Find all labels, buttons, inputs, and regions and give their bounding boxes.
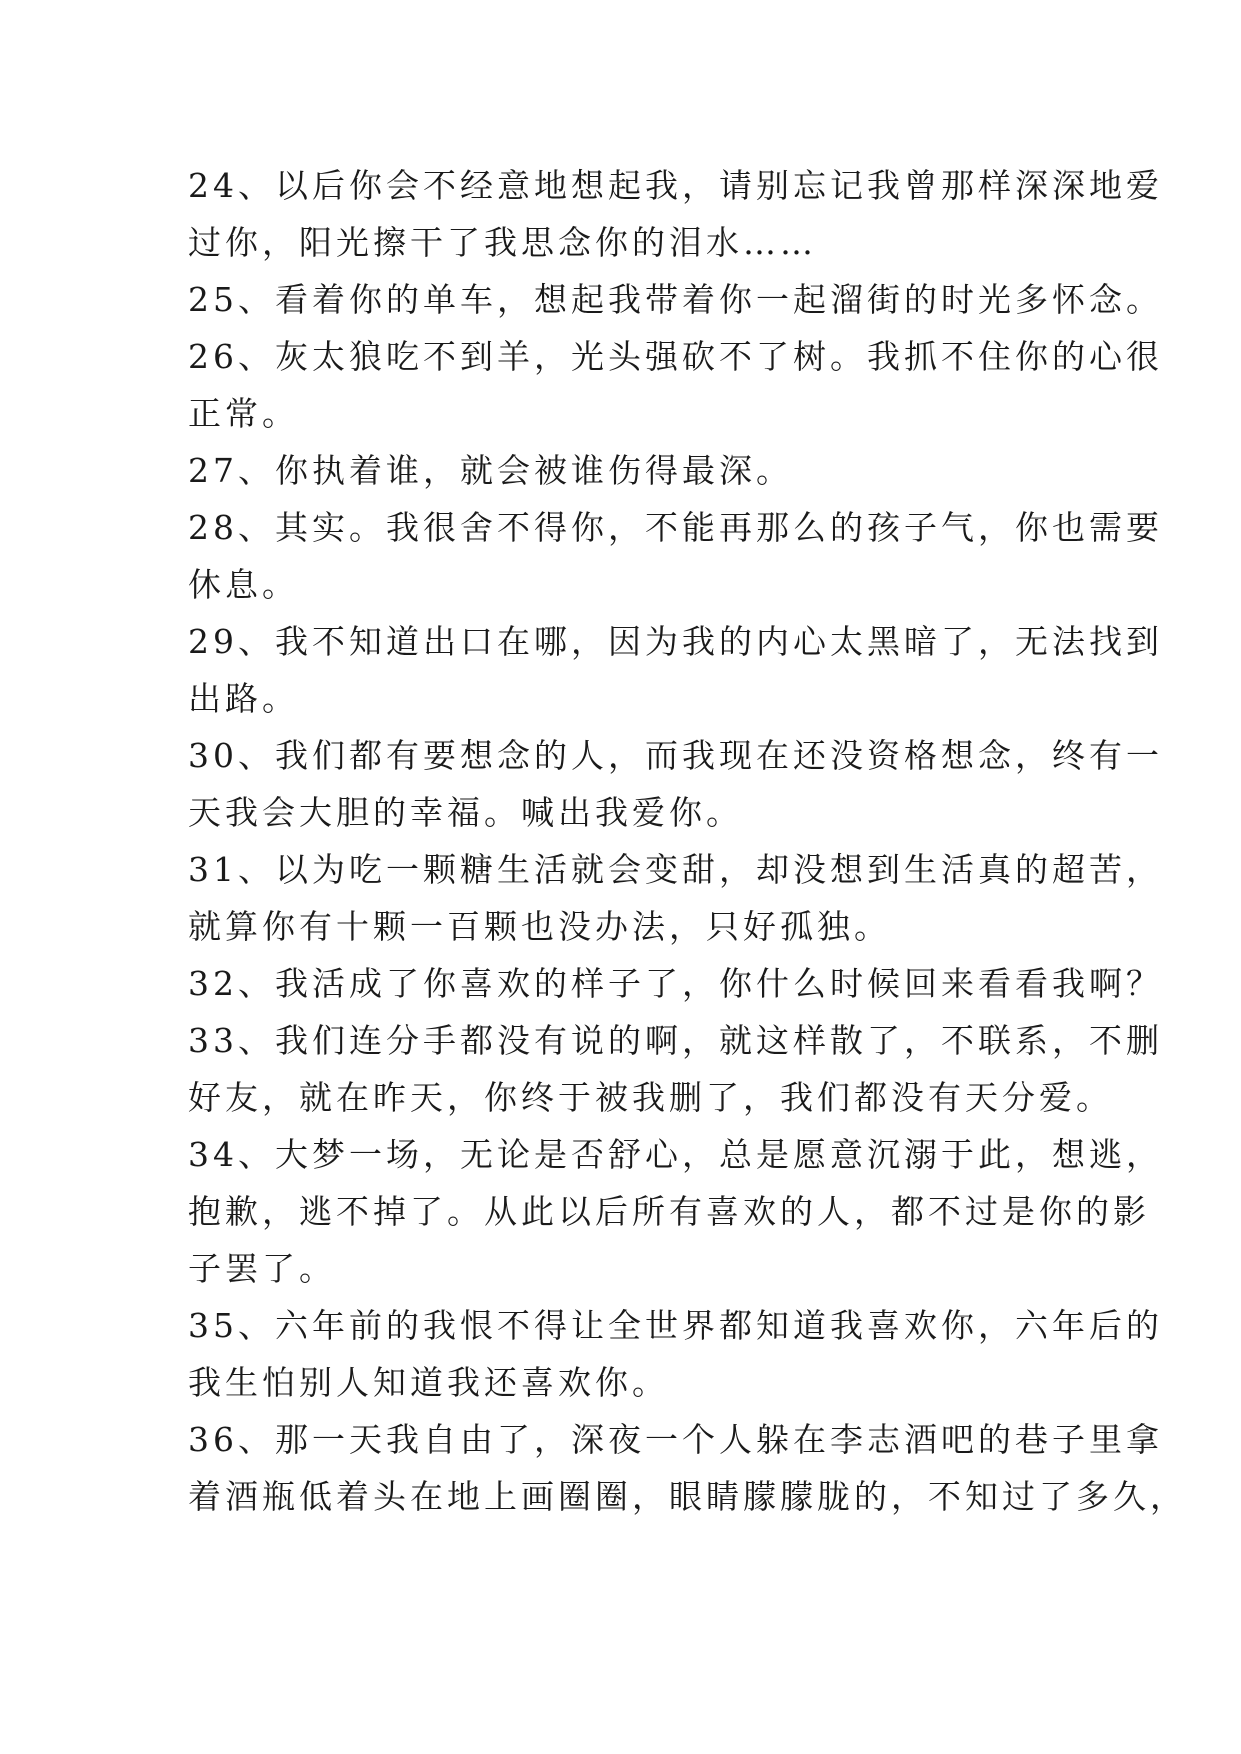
text-line: 29、我不知道出口在哪，因为我的内心太黑暗了，无法找到 xyxy=(188,622,1163,661)
text-line: 31、以为吃一颗糖生活就会变甜，却没想到生活真的超苦， xyxy=(188,850,1163,889)
text-line: 我生怕别人知道我还喜欢你。 xyxy=(188,1363,669,1402)
text-line: 好友，就在昨天，你终于被我删了，我们都没有天分爱。 xyxy=(188,1078,1113,1117)
text-line: 30、我们都有要想念的人，而我现在还没资格想念，终有一 xyxy=(188,736,1163,775)
text-line: 过你，阳光擦干了我思念你的泪水…… xyxy=(188,223,817,262)
text-line: 天我会大胆的幸福。喊出我爱你。 xyxy=(188,793,743,832)
text-line: 抱歉，逃不掉了。从此以后所有喜欢的人，都不过是你的影 xyxy=(188,1192,1150,1231)
text-line: 34、大梦一场，无论是否舒心，总是愿意沉溺于此，想逃， xyxy=(188,1135,1163,1174)
text-line: 24、以后你会不经意地想起我，请别忘记我曾那样深深地爱 xyxy=(188,166,1163,205)
text-line: 32、我活成了你喜欢的样子了，你什么时候回来看看我啊？ xyxy=(188,964,1163,1003)
text-line: 28、其实。我很舍不得你，不能再那么的孩子气，你也需要 xyxy=(188,508,1163,547)
text-line: 出路。 xyxy=(188,679,299,718)
text-line: 正常。 xyxy=(188,394,299,433)
text-line: 着酒瓶低着头在地上画圈圈，眼睛朦朦胧的，不知过了多久， xyxy=(188,1477,1187,1516)
text-line: 子罢了。 xyxy=(188,1249,336,1288)
text-line: 26、灰太狼吃不到羊，光头强砍不了树。我抓不住你的心很 xyxy=(188,337,1163,376)
text-line: 33、我们连分手都没有说的啊，就这样散了，不联系，不删 xyxy=(188,1021,1163,1060)
text-line: 25、看着你的单车，想起我带着你一起溜街的时光多怀念。 xyxy=(188,280,1163,319)
text-line: 就算你有十颗一百颗也没办法，只好孤独。 xyxy=(188,907,891,946)
text-line: 36、那一天我自由了，深夜一个人躲在李志酒吧的巷子里拿 xyxy=(188,1420,1163,1459)
text-line: 27、你执着谁，就会被谁伤得最深。 xyxy=(188,451,793,490)
text-line: 35、六年前的我恨不得让全世界都知道我喜欢你，六年后的 xyxy=(188,1306,1163,1345)
text-line: 休息。 xyxy=(188,565,299,604)
